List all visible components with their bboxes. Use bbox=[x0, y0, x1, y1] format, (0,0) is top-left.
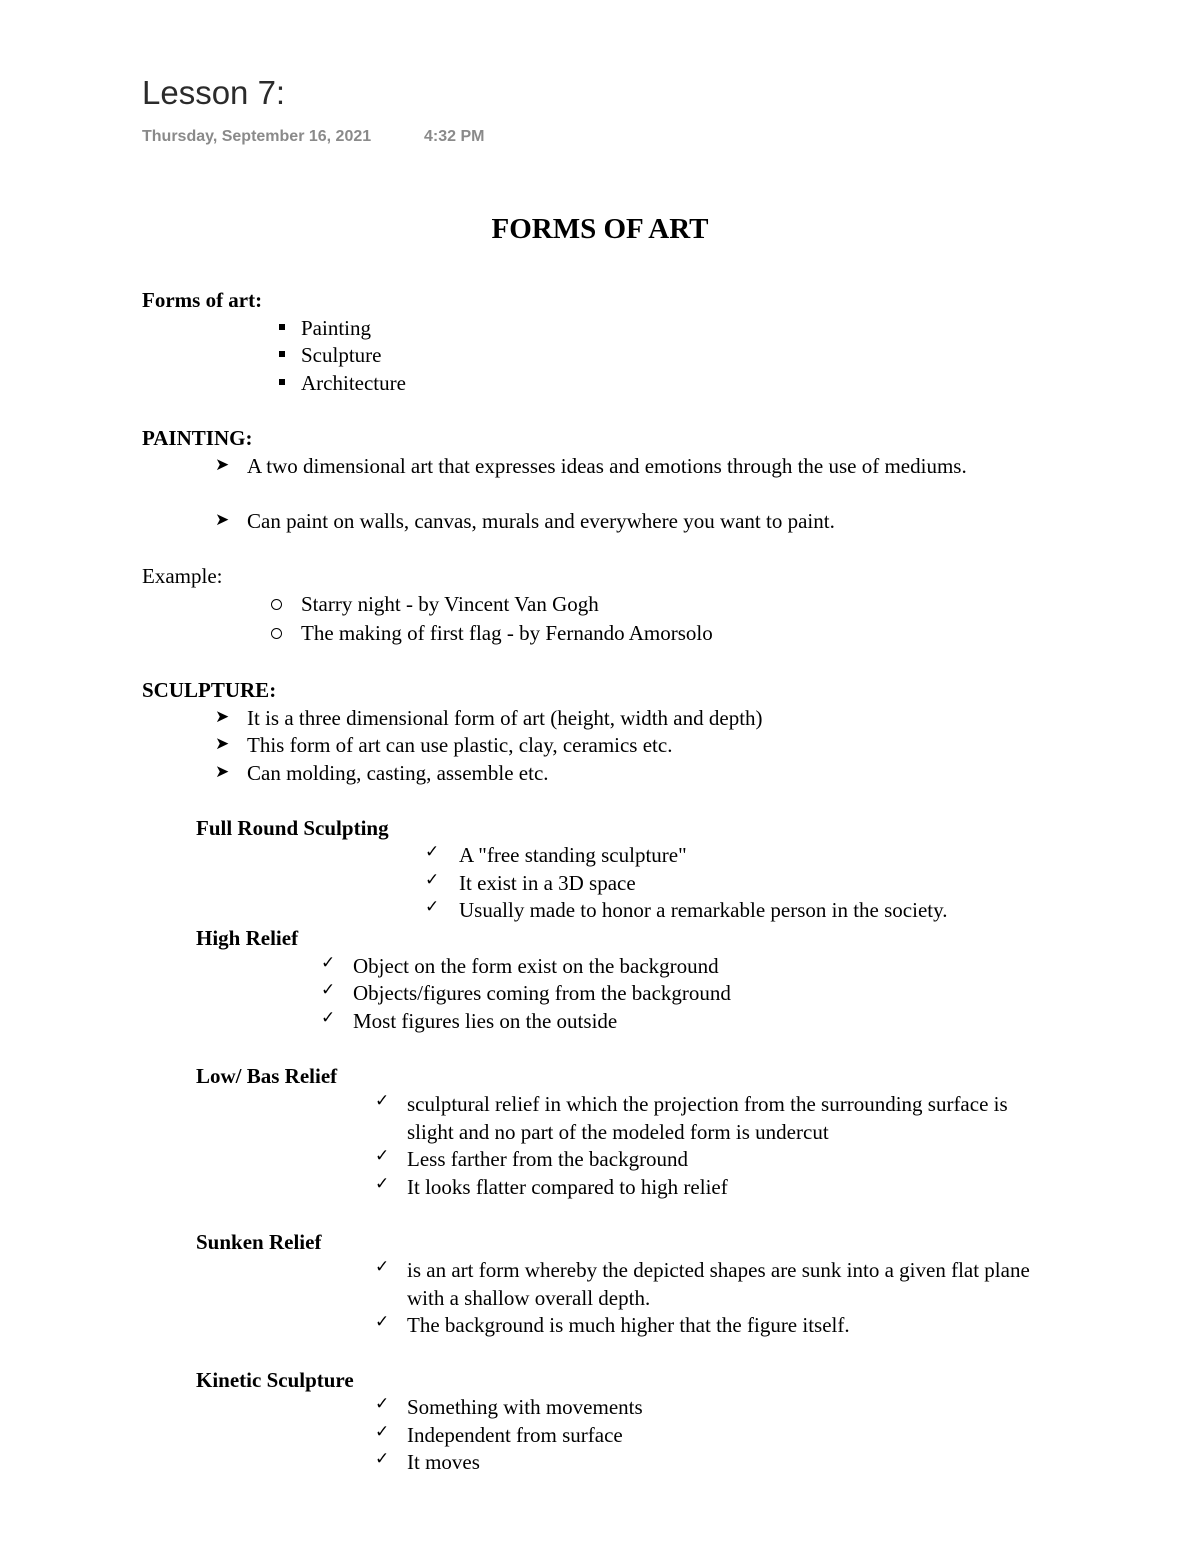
list-item-text: Can paint on walls, canvas, murals and everywhere you want to paint. bbox=[247, 509, 835, 533]
list-item-text: sculptural relief in which the projection from the surrounding surface is slight and no part of the modeled form is undercut bbox=[407, 1092, 1008, 1144]
arrow-bullet-icon: ➤ bbox=[215, 510, 230, 529]
sunken-relief-label: Sunken Relief bbox=[196, 1230, 322, 1254]
checkmark-icon: ✓ bbox=[321, 953, 336, 972]
arrow-bullet-icon: ➤ bbox=[215, 707, 230, 726]
kinetic-label: Kinetic Sculpture bbox=[196, 1368, 354, 1392]
list-item-text: Usually made to honor a remarkable person in the society. bbox=[459, 898, 948, 922]
checkmark-icon: ✓ bbox=[321, 980, 336, 999]
forms-label: Forms of art: bbox=[142, 288, 263, 312]
list-item-text: is an art form whereby the depicted shapes are sunk into a given flat plane with a shallow overall depth. bbox=[407, 1258, 1030, 1310]
checkmark-icon: ✓ bbox=[375, 1312, 390, 1331]
hollow-circle-bullet-icon bbox=[271, 628, 282, 639]
square-bullet-icon bbox=[279, 324, 285, 330]
full-round-label: Full Round Sculpting bbox=[196, 816, 389, 840]
sculpture-label: SCULPTURE: bbox=[142, 678, 277, 702]
list-item-text: Most figures lies on the outside bbox=[353, 1009, 618, 1033]
example-label: Example: bbox=[142, 564, 223, 588]
page-title: Lesson 7: bbox=[142, 74, 286, 111]
checkmark-icon: ✓ bbox=[321, 1008, 336, 1027]
list-item-text: Sculpture bbox=[301, 343, 382, 367]
list-item-text: The making of first flag - by Fernando Amorsolo bbox=[301, 621, 713, 645]
low-relief-label: Low/ Bas Relief bbox=[196, 1064, 338, 1088]
list-item-text: The background is much higher that the figure itself. bbox=[407, 1313, 850, 1337]
list-item-text: Can molding, casting, assemble etc. bbox=[247, 761, 549, 785]
list-item-text: Independent from surface bbox=[407, 1423, 623, 1447]
list-item-text: Starry night - by Vincent Van Gogh bbox=[301, 592, 599, 616]
checkmark-icon: ✓ bbox=[425, 870, 440, 889]
list-item-text: A "free standing sculpture" bbox=[459, 843, 687, 867]
checkmark-icon: ✓ bbox=[425, 897, 440, 916]
checkmark-icon: ✓ bbox=[375, 1146, 390, 1165]
list-item-text: Less farther from the background bbox=[407, 1147, 689, 1171]
list-item-text: A two dimensional art that expresses ideas and emotions through the use of mediums. bbox=[247, 454, 967, 478]
list-item-text: It exist in a 3D space bbox=[459, 871, 636, 895]
arrow-bullet-icon: ➤ bbox=[215, 734, 230, 753]
main-heading: FORMS OF ART bbox=[491, 213, 709, 245]
list-item-text: Object on the form exist on the background bbox=[353, 954, 719, 978]
list-item-text: Painting bbox=[301, 316, 372, 340]
checkmark-icon: ✓ bbox=[375, 1174, 390, 1193]
checkmark-icon: ✓ bbox=[375, 1257, 390, 1276]
checkmark-icon: ✓ bbox=[375, 1394, 390, 1413]
high-relief-label: High Relief bbox=[196, 926, 299, 950]
list-item-text: Something with movements bbox=[407, 1395, 643, 1419]
checkmark-icon: ✓ bbox=[375, 1449, 390, 1468]
painting-label: PAINTING: bbox=[142, 426, 253, 450]
list-item-text: Architecture bbox=[301, 371, 406, 395]
list-item-text: Objects/figures coming from the background bbox=[353, 981, 731, 1005]
list-item-text: It looks flatter compared to high relief bbox=[407, 1175, 728, 1199]
checkmark-icon: ✓ bbox=[425, 842, 440, 861]
checkmark-icon: ✓ bbox=[375, 1422, 390, 1441]
page-date: Thursday, September 16, 2021 bbox=[142, 128, 372, 145]
arrow-bullet-icon: ➤ bbox=[215, 762, 230, 781]
square-bullet-icon bbox=[279, 379, 285, 385]
list-item-text: This form of art can use plastic, clay, ceramics etc. bbox=[247, 733, 673, 757]
page-time: 4:32 PM bbox=[424, 128, 485, 145]
checkmark-icon: ✓ bbox=[375, 1091, 390, 1110]
hollow-circle-bullet-icon bbox=[271, 599, 282, 610]
arrow-bullet-icon: ➤ bbox=[215, 455, 230, 474]
list-item-text: It moves bbox=[407, 1450, 480, 1474]
list-item-text: It is a three dimensional form of art (height, width and depth) bbox=[247, 706, 763, 730]
square-bullet-icon bbox=[279, 351, 285, 357]
